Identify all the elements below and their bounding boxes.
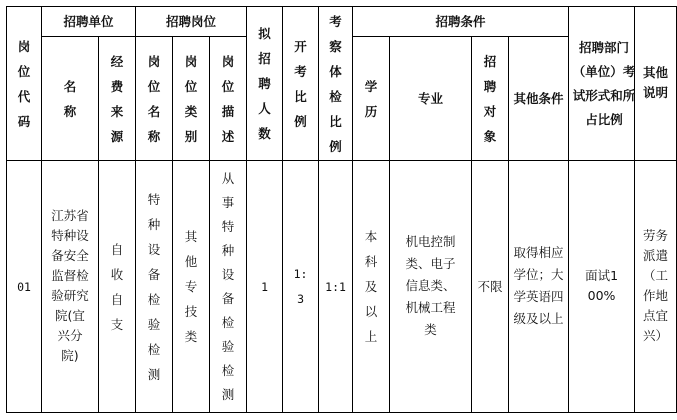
cell-employer-name: 江苏省特种设备安全监督检验研究院(宜兴分院) <box>42 161 99 413</box>
header-other-conditions: 其他条件 <box>509 37 569 161</box>
cell-target: 不限 <box>472 161 509 413</box>
header-employer-name: 名称 <box>42 37 99 161</box>
header-position-type: 岗位类别 <box>173 37 210 161</box>
header-position: 招聘岗位 <box>136 7 247 37</box>
cell-other-conditions: 取得相应学位；大学英语四级及以上 <box>509 161 569 413</box>
table-row <box>7 161 677 413</box>
header-position-name: 岗位名称 <box>136 37 173 161</box>
cell-major: 机电控制类、电子信息类、机械工程类 <box>390 161 472 413</box>
header-major: 专业 <box>390 37 472 161</box>
header-employer: 招聘单位 <box>42 7 136 37</box>
cell-planned-count: 1 <box>247 161 283 413</box>
cell-funding-source: 自收自支 <box>99 161 136 413</box>
cell-position-name: 特种设备检验检测 <box>136 161 173 413</box>
cell-other-notes: 劳务派遣（工作地点宜兴） <box>635 161 677 413</box>
cell-education: 本科及以上 <box>353 161 390 413</box>
header-dept-exam: 招聘部门（单位）考试形式和所占比例 <box>569 7 635 161</box>
header-other-notes: 其他说明 <box>635 7 677 161</box>
header-planned-count: 拟招聘人数 <box>247 7 283 161</box>
recruitment-table <box>6 6 677 413</box>
header-education: 学历 <box>353 37 390 161</box>
header-target: 招聘对象 <box>472 37 509 161</box>
cell-exam-ratio: 1:3 <box>283 161 319 413</box>
header-health-ratio: 考察体检比例 <box>319 7 353 161</box>
header-position-desc: 岗位描述 <box>210 37 247 161</box>
header-position-code: 岗位代码 <box>7 7 42 161</box>
cell-health-ratio: 1:1 <box>319 161 353 413</box>
header-conditions: 招聘条件 <box>353 7 569 37</box>
cell-dept-exam: 面试100% <box>569 161 635 413</box>
cell-position-code: 01 <box>7 161 42 413</box>
cell-position-type: 其他专技类 <box>173 161 210 413</box>
header-funding-source: 经费来源 <box>99 37 136 161</box>
cell-position-desc: 从事特种设备检验检测 <box>210 161 247 413</box>
header-exam-ratio: 开考比例 <box>283 7 319 161</box>
